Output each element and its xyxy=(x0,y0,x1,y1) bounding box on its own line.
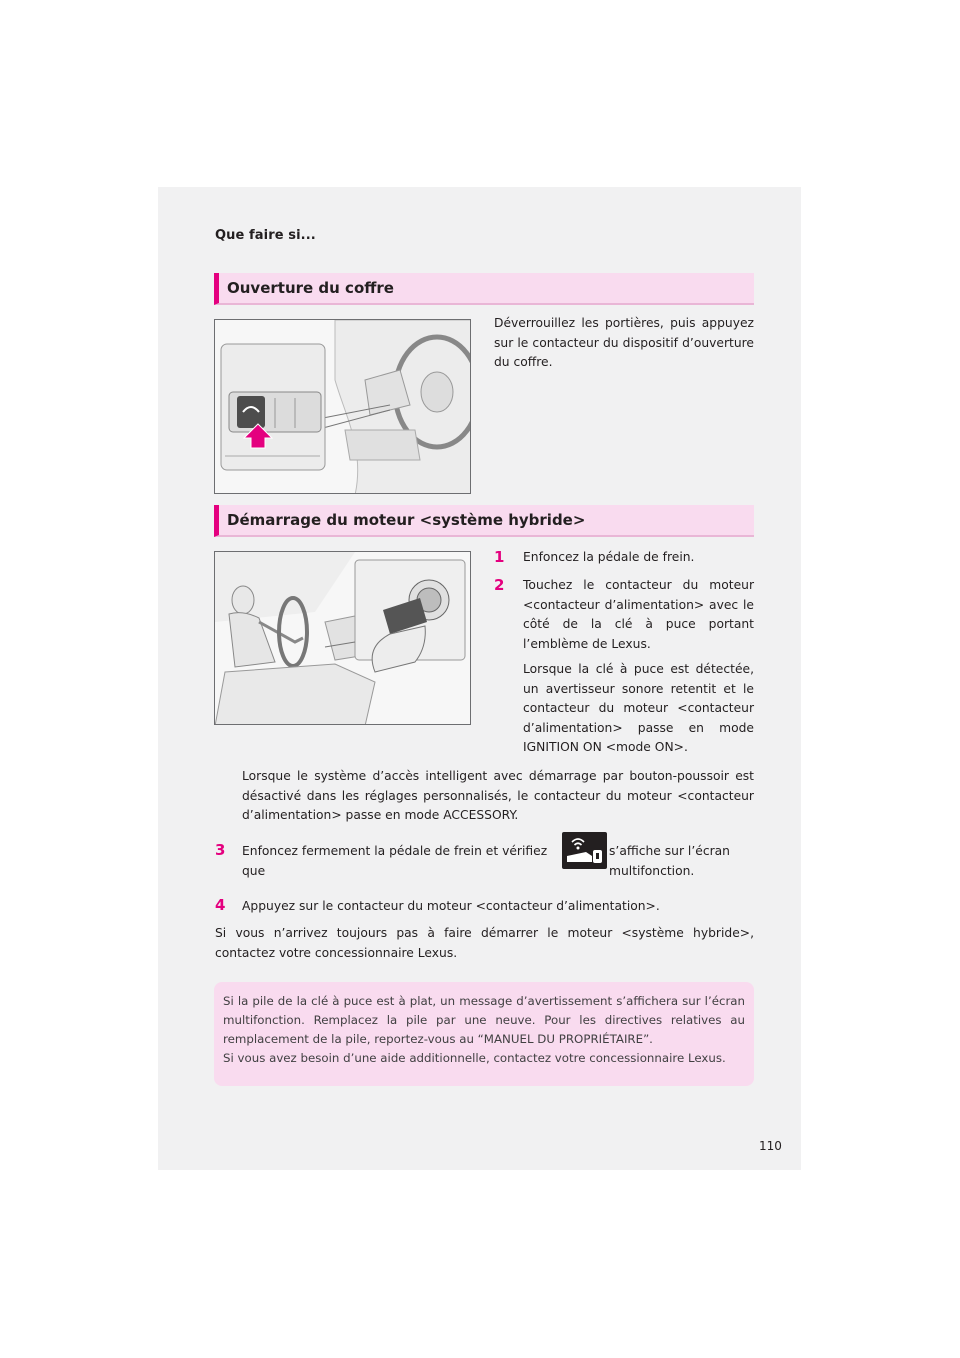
accessory-mode-note: Lorsque le système d’accès intelligent avec démarrage par bouton-poussoir est désactivé dans les réglages personnalisés, le contacteur du moteur <contacteur d’alimentation> passe en mode ACCESSORY. xyxy=(242,769,754,822)
battery-note-line-1: Si la pile de la clé à puce est à plat, un message d’avertissement s’affichera sur l’écran multifonction. Remplacez la pile par une neuve. Pour les directives relatives au remplacement de la pile, reportez-vous au “MANUEL DU PROPRIÉTAIRE”. xyxy=(223,994,745,1046)
step-2-detail: Lorsque la clé à puce est détectée, un avertisseur sonore retentit et le contacteur du moteur <contacteur d’alimentation> passe en mode IGNITION ON <mode ON>. xyxy=(523,662,754,754)
fallback-text: Si vous n’arrivez toujours pas à faire démarrer le moteur <système hybride>, contactez votre concessionnaire Lexus. xyxy=(215,926,754,960)
step-4-text: Appuyez sur le contacteur du moteur <contacteur d’alimentation>. xyxy=(242,899,660,913)
step-3-text-after: s’affiche sur l’écran multifonction. xyxy=(609,844,730,878)
trunk-opener-illustration xyxy=(214,319,471,494)
engine-start-drawing xyxy=(215,552,471,725)
battery-note-box xyxy=(214,982,754,1086)
step-4-number: 4 xyxy=(215,896,226,914)
battery-note-text xyxy=(223,992,745,1068)
section-title-start: Démarrage du moteur <système hybride> xyxy=(227,511,586,529)
battery-note-line-2: Si vous avez besoin d’une aide additionnelle, contactez votre concessionnaire Lexus. xyxy=(223,1051,726,1065)
engine-start-illustration xyxy=(214,551,471,725)
step-3-text-before: Enfoncez fermement la pédale de frein et vérifiez que xyxy=(242,844,548,878)
section-title-trunk: Ouverture du coffre xyxy=(227,279,394,297)
running-head: Que faire si... xyxy=(215,228,316,243)
section-header-start xyxy=(214,505,754,537)
step-2-number: 2 xyxy=(494,576,505,594)
section-header-trunk xyxy=(214,273,754,305)
step-3-number: 3 xyxy=(215,841,226,859)
trunk-instruction: Déverrouillez les portières, puis appuyez sur le contacteur du dispositif d’ouverture du coffre. xyxy=(494,316,754,369)
step-1-number: 1 xyxy=(494,548,505,566)
step-1-text: Enfoncez la pédale de frein. xyxy=(523,550,695,564)
trunk-opener-drawing xyxy=(215,320,471,494)
page-number: 110 xyxy=(759,1139,782,1153)
key-brake-indicator-icon xyxy=(562,832,607,869)
step-2-text: Touchez le contacteur du moteur <contacteur d’alimentation> avec le côté de la clé à puce portant l’emblème de Lexus. xyxy=(523,578,754,651)
